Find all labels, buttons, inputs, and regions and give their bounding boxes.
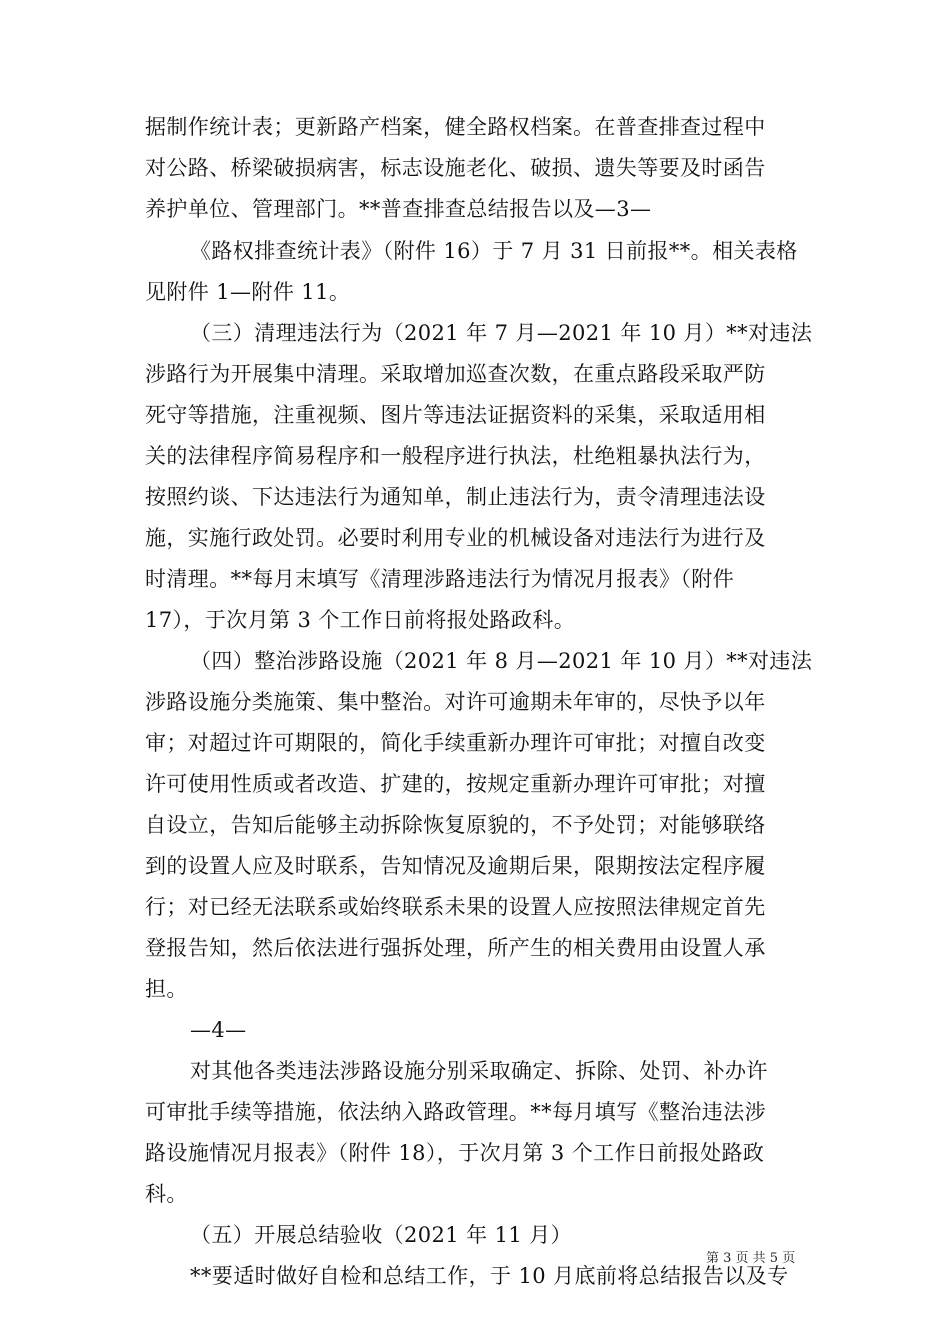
text-line: 可审批手续等措施，依法纳入路政管理。**每月填写《整治违法涉	[145, 1100, 766, 1124]
text-line: 审；对超过许可期限的，简化手续重新办理许可审批；对擅自改变	[145, 731, 766, 755]
text-line: 自设立，告知后能够主动拆除恢复原貌的，不予处罚；对能够联络	[145, 813, 766, 837]
text-line: 养护单位、管理部门。**普查排查总结报告以及—3—	[145, 197, 652, 221]
page-marker: —4—	[190, 1018, 247, 1042]
text-line: 见附件 1—附件 11。	[145, 280, 351, 304]
text-line: 登报告知，然后依法进行强拆处理，所产生的相关费用由设置人承	[145, 936, 766, 960]
text-line: 许可使用性质或者改造、扩建的，按规定重新办理许可审批；对擅	[145, 772, 766, 796]
section-heading-5: （五）开展总结验收（2021 年 11 月）	[190, 1223, 572, 1247]
text-line: 行；对已经无法联系或始终联系未果的设置人应按照法律规定首先	[145, 895, 766, 919]
text-line: 对公路、桥梁破损病害，标志设施老化、破损、遗失等要及时函告	[145, 156, 766, 180]
text-line: 对其他各类违法涉路设施分别采取确定、拆除、处罚、补办许	[190, 1059, 768, 1083]
text-line: 涉路行为开展集中清理。采取增加巡查次数，在重点路段采取严防	[145, 362, 766, 386]
text-line: 科。	[145, 1182, 188, 1206]
page-number-footer: 第 3 页 共 5 页	[706, 1251, 796, 1266]
text-line: 据制作统计表；更新路产档案，健全路权档案。在普查排查过程中	[145, 115, 766, 139]
section-heading-3: （三）清理违法行为（2021 年 7 月—2021 年 10 月）**对违法	[190, 321, 813, 345]
text-line: **要适时做好自检和总结工作，于 10 月底前将总结报告以及专	[190, 1264, 789, 1288]
section-heading-4: （四）整治涉路设施（2021 年 8 月—2021 年 10 月）**对违法	[190, 649, 813, 673]
text-line: 时清理。**每月末填写《清理涉路违法行为情况月报表》（附件	[145, 567, 735, 591]
text-line: 按照约谈、下达违法行为通知单，制止违法行为，责令清理违法设	[145, 485, 766, 509]
text-line: 《路权排查统计表》（附件 16）于 7 月 31 日前报**。相关表格	[190, 239, 798, 263]
text-line: 死守等措施，注重视频、图片等违法证据资料的采集，采取适用相	[145, 403, 766, 427]
text-line: 路设施情况月报表》（附件 18），于次月第 3 个工作日前报处路政	[145, 1141, 765, 1165]
text-line: 关的法律程序简易程序和一般程序进行执法，杜绝粗暴执法行为，	[145, 444, 766, 468]
text-line: 涉路设施分类施策、集中整治。对许可逾期未年审的，尽快予以年	[145, 690, 766, 714]
text-line: 到的设置人应及时联系，告知情况及逾期后果，限期按法定程序履	[145, 854, 766, 878]
text-line: 施，实施行政处罚。必要时利用专业的机械设备对违法行为进行及	[145, 526, 766, 550]
text-line: 17），于次月第 3 个工作日前将报处路政科。	[145, 608, 576, 632]
text-line: 担。	[145, 977, 188, 1001]
